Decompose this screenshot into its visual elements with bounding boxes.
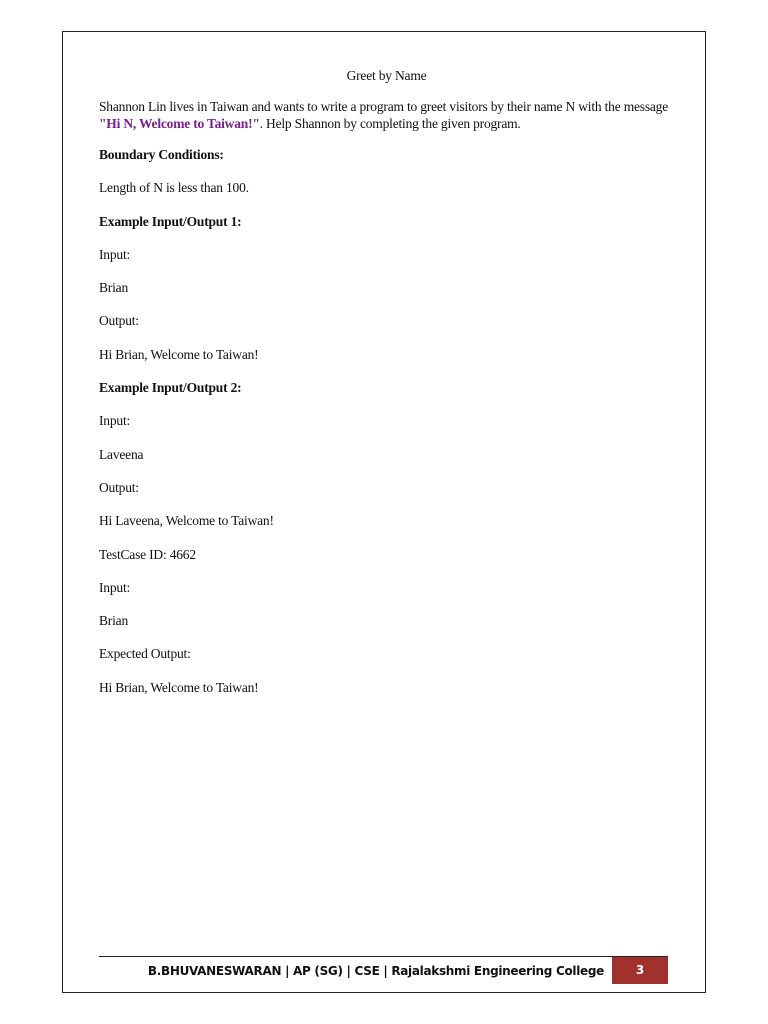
boundary-text: Length of N is less than 100. bbox=[99, 180, 249, 196]
intro-paragraph bbox=[99, 99, 674, 132]
example2-output-label: Output: bbox=[99, 479, 139, 495]
intro-quote-open: " bbox=[99, 115, 107, 131]
testcase-expected-value: Hi Brian, Welcome to Taiwan! bbox=[99, 679, 259, 695]
example1-input-value: Brian bbox=[99, 280, 128, 296]
boundary-heading: Boundary Conditions: bbox=[99, 147, 224, 162]
example2-output-value: Hi Laveena, Welcome to Taiwan! bbox=[99, 513, 274, 529]
example2-heading: Example Input/Output 2: bbox=[99, 380, 242, 396]
intro-highlight: Hi N, Welcome to Taiwan! bbox=[106, 115, 253, 131]
testcase-input-label: Input: bbox=[99, 579, 131, 595]
example1-output-value: Hi Brian, Welcome to Taiwan! bbox=[99, 346, 259, 362]
page-title: Greet by Name bbox=[346, 68, 427, 83]
example1-output-label: Output: bbox=[99, 313, 139, 329]
document-body bbox=[99, 66, 674, 711]
page-footer bbox=[99, 956, 668, 986]
page-number-badge: 3 bbox=[612, 957, 668, 984]
intro-quote-close: " bbox=[252, 115, 260, 131]
example2-input-value: Laveena bbox=[99, 446, 144, 462]
example1-input-label: Input: bbox=[99, 246, 131, 262]
footer-text: B.BHUVANESWARAN | AP (SG) | CSE | Rajalakshmi Engineering College bbox=[147, 964, 604, 978]
testcase-id: TestCase ID: 4662 bbox=[99, 546, 196, 562]
example2-input-label: Input: bbox=[99, 413, 131, 429]
example1-heading: Example Input/Output 1: bbox=[99, 213, 242, 229]
intro-text-after: . Help Shannon by completing the given program. bbox=[259, 115, 521, 131]
intro-text-before: Shannon Lin lives in Taiwan and wants to write a program to greet visitors by their name N with the message bbox=[99, 99, 669, 114]
testcase-expected-label: Expected Output: bbox=[99, 646, 191, 662]
testcase-input-value: Brian bbox=[99, 613, 128, 629]
